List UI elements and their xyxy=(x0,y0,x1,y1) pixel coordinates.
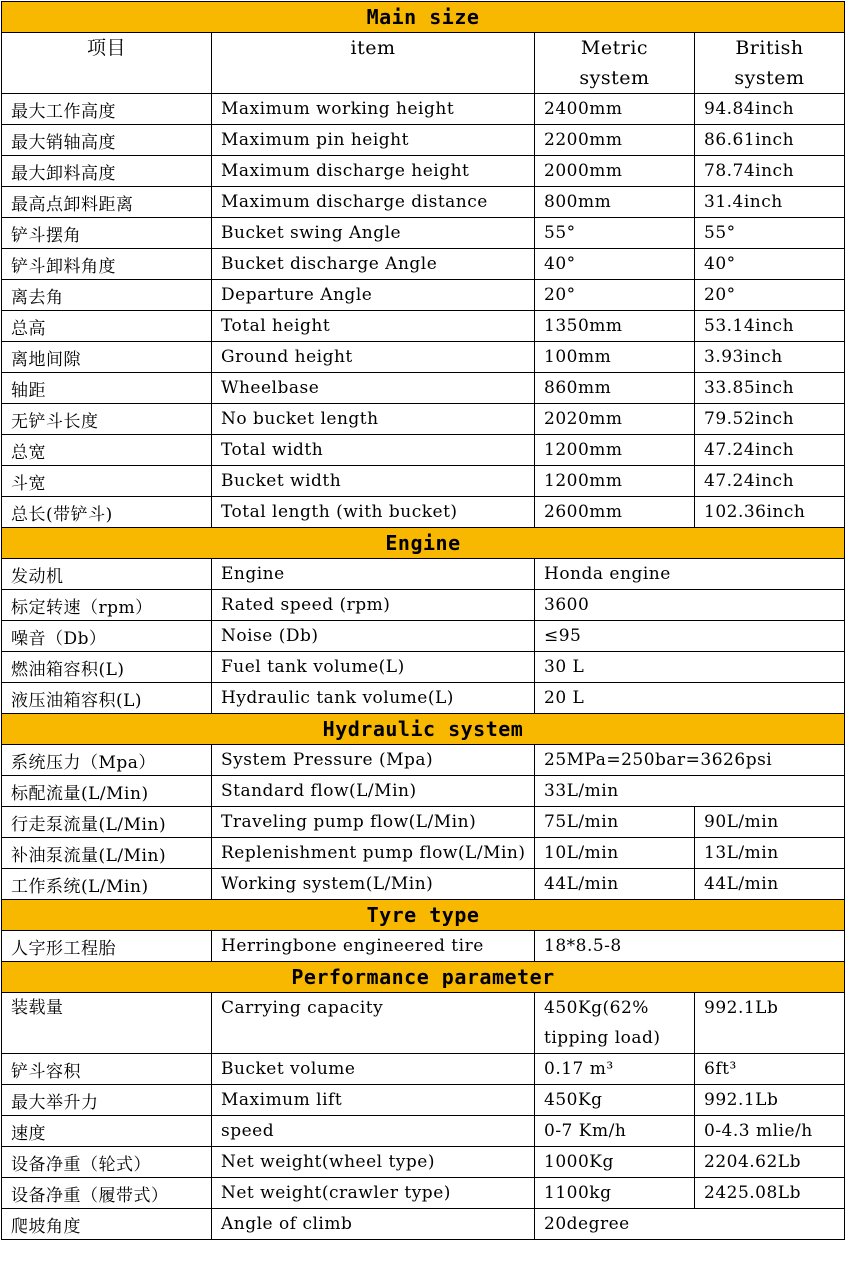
cell-cn-label: 最高点卸料距离 xyxy=(2,187,212,218)
table-row xyxy=(2,311,845,342)
cell-british-value: 79.52inch xyxy=(695,404,845,435)
table-row xyxy=(2,435,845,466)
cell-cn-label: 轴距 xyxy=(2,373,212,404)
cell-cn-label: 最大卸料高度 xyxy=(2,156,212,187)
table-row xyxy=(2,838,845,869)
cell-metric-value: 75L/min xyxy=(535,807,695,838)
cell-en-label: Replenishment pump flow(L/Min) xyxy=(212,838,535,869)
cell-metric-value: 1000Kg xyxy=(535,1147,695,1178)
cell-british-value: 6ft³ xyxy=(695,1054,845,1085)
cell-british-value: 44L/min xyxy=(695,869,845,900)
cell-british-value: 53.14inch xyxy=(695,311,845,342)
table-row xyxy=(2,342,845,373)
cell-cn-label: 设备净重（轮式） xyxy=(2,1147,212,1178)
table-row xyxy=(2,993,845,1054)
spec-table-body xyxy=(2,2,845,1240)
cell-en-label: No bucket length xyxy=(212,404,535,435)
cell-metric-value: 1350mm xyxy=(535,311,695,342)
table-row xyxy=(2,1147,845,1178)
cell-british-value: 90L/min xyxy=(695,807,845,838)
cell-metric-value: 33L/min xyxy=(535,776,845,807)
spec-table xyxy=(1,1,845,1240)
cell-metric-value: 0-7 Km/h xyxy=(535,1116,695,1147)
cell-en-label: speed xyxy=(212,1116,535,1147)
cell-cn-label: 铲斗摆角 xyxy=(2,218,212,249)
table-row xyxy=(2,776,845,807)
table-row xyxy=(2,249,845,280)
table-row xyxy=(2,125,845,156)
cell-en-label: Maximum pin height xyxy=(212,125,535,156)
section-title: Performance parameter xyxy=(2,962,845,993)
cell-metric-value: 0.17 m³ xyxy=(535,1054,695,1085)
cell-en-label: Total height xyxy=(212,311,535,342)
cell-metric-value: 1100kg xyxy=(535,1178,695,1209)
cell-british-value: 102.36inch xyxy=(695,497,845,528)
section-title: Main size xyxy=(2,2,845,33)
cell-british-value: 31.4inch xyxy=(695,187,845,218)
cell-en-label: Noise (Db) xyxy=(212,621,535,652)
cell-en-label: Maximum lift xyxy=(212,1085,535,1116)
cell-en-label: Standard flow(L/Min) xyxy=(212,776,535,807)
cell-british-value: 3.93inch xyxy=(695,342,845,373)
table-row xyxy=(2,590,845,621)
cell-metric-value: 2000mm xyxy=(535,156,695,187)
cell-en-label: Net weight(crawler type) xyxy=(212,1178,535,1209)
column-header-item: item xyxy=(212,33,535,94)
cell-cn-label: 装载量 xyxy=(2,993,212,1054)
table-row xyxy=(2,280,845,311)
table-row xyxy=(2,931,845,962)
cell-en-label: Total length (with bucket) xyxy=(212,497,535,528)
column-header-metric: Metric system xyxy=(535,33,695,94)
cell-en-label: Angle of climb xyxy=(212,1209,535,1240)
cell-cn-label: 铲斗卸料角度 xyxy=(2,249,212,280)
cell-metric-value: 2600mm xyxy=(535,497,695,528)
cell-en-label: Total width xyxy=(212,435,535,466)
cell-metric-value: 100mm xyxy=(535,342,695,373)
cell-cn-label: 最大销轴高度 xyxy=(2,125,212,156)
cell-cn-label: 噪音（Db） xyxy=(2,621,212,652)
cell-cn-label: 总高 xyxy=(2,311,212,342)
cell-british-value: 13L/min xyxy=(695,838,845,869)
table-row xyxy=(2,1085,845,1116)
cell-cn-label: 燃油箱容积(L) xyxy=(2,652,212,683)
section-title: Tyre type xyxy=(2,900,845,931)
section-header-engine xyxy=(2,528,845,559)
cell-cn-label: 最大举升力 xyxy=(2,1085,212,1116)
cell-cn-label: 无铲斗长度 xyxy=(2,404,212,435)
section-title: Hydraulic system xyxy=(2,714,845,745)
cell-cn-label: 液压油箱容积(L) xyxy=(2,683,212,714)
cell-british-value: 2425.08Lb xyxy=(695,1178,845,1209)
cell-en-label: System Pressure (Mpa) xyxy=(212,745,535,776)
cell-cn-label: 总宽 xyxy=(2,435,212,466)
table-row xyxy=(2,497,845,528)
cell-british-value: 20° xyxy=(695,280,845,311)
table-row xyxy=(2,745,845,776)
cell-en-label: Maximum working height xyxy=(212,94,535,125)
cell-en-label: Engine xyxy=(212,559,535,590)
cell-en-label: Traveling pump flow(L/Min) xyxy=(212,807,535,838)
cell-british-value: 47.24inch xyxy=(695,466,845,497)
column-header-row xyxy=(2,33,845,94)
table-row xyxy=(2,1116,845,1147)
cell-cn-label: 速度 xyxy=(2,1116,212,1147)
cell-metric-value: 20 L xyxy=(535,683,845,714)
cell-metric-value: 2400mm xyxy=(535,94,695,125)
table-row xyxy=(2,621,845,652)
cell-metric-value: 2020mm xyxy=(535,404,695,435)
cell-en-label: Maximum discharge distance xyxy=(212,187,535,218)
cell-en-label: Net weight(wheel type) xyxy=(212,1147,535,1178)
cell-en-label: Wheelbase xyxy=(212,373,535,404)
cell-cn-label: 标定转速（rpm） xyxy=(2,590,212,621)
table-row xyxy=(2,187,845,218)
table-row xyxy=(2,94,845,125)
table-row xyxy=(2,559,845,590)
cell-british-value: 2204.62Lb xyxy=(695,1147,845,1178)
cell-cn-label: 离地间隙 xyxy=(2,342,212,373)
cell-metric-value: 450Kg xyxy=(535,1085,695,1116)
section-title: Engine xyxy=(2,528,845,559)
cell-british-value: 94.84inch xyxy=(695,94,845,125)
cell-en-label: Hydraulic tank volume(L) xyxy=(212,683,535,714)
cell-metric-value: 20° xyxy=(535,280,695,311)
cell-cn-label: 最大工作高度 xyxy=(2,94,212,125)
column-header-british: British system xyxy=(695,33,845,94)
section-header-performance-parameter xyxy=(2,962,845,993)
cell-en-label: Departure Angle xyxy=(212,280,535,311)
cell-cn-label: 总长(带铲斗) xyxy=(2,497,212,528)
cell-british-value: 992.1Lb xyxy=(695,993,845,1054)
cell-cn-label: 工作系统(L/Min) xyxy=(2,869,212,900)
table-row xyxy=(2,404,845,435)
cell-metric-value: 1200mm xyxy=(535,435,695,466)
cell-en-label: Bucket discharge Angle xyxy=(212,249,535,280)
section-header-tyre-type xyxy=(2,900,845,931)
cell-british-value: 78.74inch xyxy=(695,156,845,187)
table-row xyxy=(2,652,845,683)
table-row xyxy=(2,683,845,714)
cell-metric-value: 44L/min xyxy=(535,869,695,900)
cell-metric-value: 800mm xyxy=(535,187,695,218)
cell-cn-label: 斗宽 xyxy=(2,466,212,497)
cell-metric-value: 18*8.5-8 xyxy=(535,931,845,962)
table-row xyxy=(2,807,845,838)
cell-en-label: Rated speed (rpm) xyxy=(212,590,535,621)
cell-metric-value: 450Kg(62% tipping load) xyxy=(535,993,695,1054)
cell-en-label: Bucket volume xyxy=(212,1054,535,1085)
cell-metric-value: 20degree xyxy=(535,1209,845,1240)
cell-en-label: Maximum discharge height xyxy=(212,156,535,187)
cell-en-label: Herringbone engineered tire xyxy=(212,931,535,962)
cell-british-value: 86.61inch xyxy=(695,125,845,156)
cell-cn-label: 标配流量(L/Min) xyxy=(2,776,212,807)
table-row xyxy=(2,1209,845,1240)
cell-cn-label: 离去角 xyxy=(2,280,212,311)
cell-metric-value: 30 L xyxy=(535,652,845,683)
cell-cn-label: 系统压力（Mpa） xyxy=(2,745,212,776)
cell-cn-label: 发动机 xyxy=(2,559,212,590)
cell-cn-label: 设备净重（履带式） xyxy=(2,1178,212,1209)
table-row xyxy=(2,218,845,249)
cell-en-label: Working system(L/Min) xyxy=(212,869,535,900)
table-row xyxy=(2,466,845,497)
cell-cn-label: 行走泵流量(L/Min) xyxy=(2,807,212,838)
cell-metric-value: 55° xyxy=(535,218,695,249)
section-header-hydraulic-system xyxy=(2,714,845,745)
cell-metric-value: Honda engine xyxy=(535,559,845,590)
table-row xyxy=(2,1054,845,1085)
cell-metric-value: 860mm xyxy=(535,373,695,404)
cell-en-label: Carrying capacity xyxy=(212,993,535,1054)
cell-british-value: 55° xyxy=(695,218,845,249)
cell-metric-value: 25MPa=250bar=3626psi xyxy=(535,745,845,776)
cell-cn-label: 补油泵流量(L/Min) xyxy=(2,838,212,869)
cell-metric-value: 40° xyxy=(535,249,695,280)
cell-british-value: 992.1Lb xyxy=(695,1085,845,1116)
cell-cn-label: 爬坡角度 xyxy=(2,1209,212,1240)
cell-british-value: 40° xyxy=(695,249,845,280)
cell-en-label: Bucket swing Angle xyxy=(212,218,535,249)
cell-metric-value: ≤95 xyxy=(535,621,845,652)
cell-metric-value: 2200mm xyxy=(535,125,695,156)
cell-en-label: Ground height xyxy=(212,342,535,373)
cell-british-value: 33.85inch xyxy=(695,373,845,404)
column-header-cn: 项目 xyxy=(2,33,212,94)
cell-metric-value: 3600 xyxy=(535,590,845,621)
cell-metric-value: 10L/min xyxy=(535,838,695,869)
section-header-main-size xyxy=(2,2,845,33)
cell-en-label: Bucket width xyxy=(212,466,535,497)
table-row xyxy=(2,1178,845,1209)
cell-metric-value: 1200mm xyxy=(535,466,695,497)
cell-cn-label: 铲斗容积 xyxy=(2,1054,212,1085)
cell-en-label: Fuel tank volume(L) xyxy=(212,652,535,683)
table-row xyxy=(2,869,845,900)
cell-british-value: 0-4.3 mlie/h xyxy=(695,1116,845,1147)
table-row xyxy=(2,156,845,187)
table-row xyxy=(2,373,845,404)
cell-british-value: 47.24inch xyxy=(695,435,845,466)
cell-cn-label: 人字形工程胎 xyxy=(2,931,212,962)
